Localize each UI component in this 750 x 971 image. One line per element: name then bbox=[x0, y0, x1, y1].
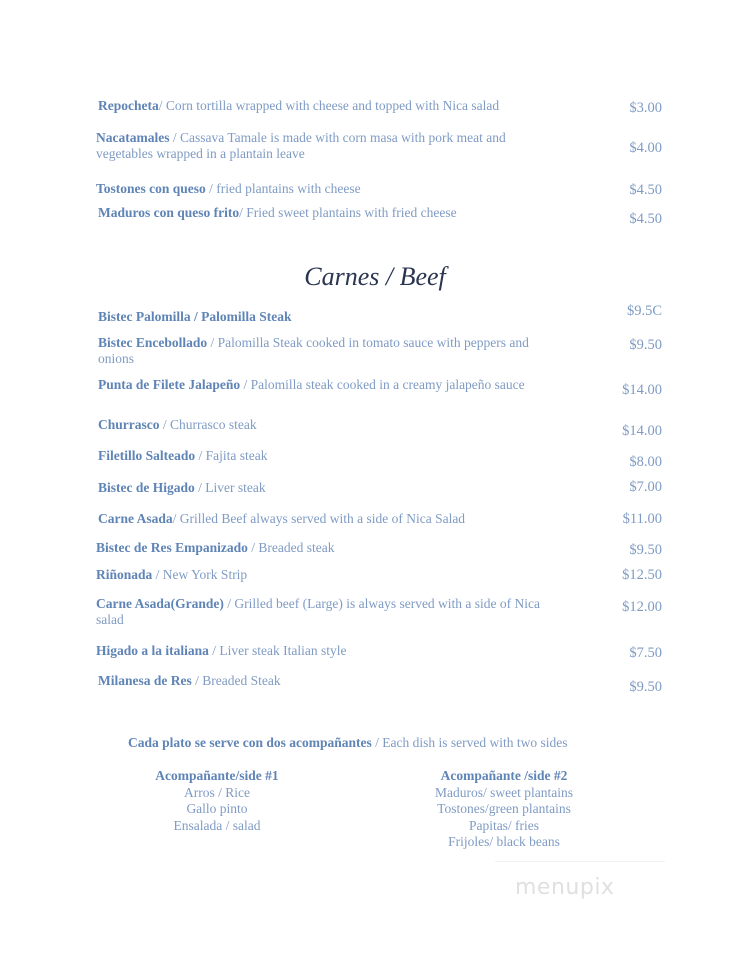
watermark-logo: menupix bbox=[515, 875, 615, 900]
item-price: $9.50 bbox=[629, 679, 662, 695]
list-item: Gallo pinto bbox=[186, 801, 248, 816]
item-name: Filetillo Salteado bbox=[98, 448, 196, 463]
item-price: $9.50 bbox=[629, 337, 662, 353]
list-item: Papitas/ fries bbox=[468, 817, 540, 833]
list-item: Ensalada / salad bbox=[173, 817, 261, 833]
item-name: Tostones con queso bbox=[96, 181, 206, 196]
item-name: Higado a la italiana bbox=[96, 643, 209, 658]
item-name: Bistec de Higado bbox=[98, 480, 195, 495]
item-description: Corn tortilla wrapped with cheese and topped with Nica salad bbox=[165, 98, 500, 113]
item-description: Grilled beef (Large) is always served with a side of Nica salad bbox=[96, 596, 541, 627]
item-price: $11.00 bbox=[622, 511, 662, 527]
item-description: Palomilla steak cooked in a creamy jalapeño sauce bbox=[250, 377, 525, 392]
item-name: Carne Asada bbox=[98, 511, 173, 526]
item-price: $12.00 bbox=[622, 599, 662, 615]
item-name: Bistec Encebollado bbox=[98, 335, 208, 350]
item-price: $9.50 bbox=[629, 542, 662, 558]
item-description: Breaded Steak bbox=[202, 673, 281, 688]
item-price: $3.00 bbox=[629, 100, 662, 116]
item-description: Palomilla Steak cooked in tomato sauce with peppers and onions bbox=[98, 335, 529, 366]
side-2-heading: Acompañante /side #2 bbox=[440, 768, 568, 783]
item-description: Breaded steak bbox=[258, 540, 335, 555]
item-name: Bistec de Res Empanizado bbox=[96, 540, 248, 555]
side-1-heading: Acompañante/side #1 bbox=[155, 768, 279, 783]
divider bbox=[495, 861, 665, 862]
item-description: Fajita steak bbox=[205, 448, 268, 463]
item-name: Carne Asada(Grande) bbox=[96, 596, 224, 611]
item-price: $14.00 bbox=[622, 423, 662, 439]
list-item: Arros / Rice bbox=[184, 784, 250, 800]
side-1-list bbox=[107, 768, 327, 834]
item-price: $7.00 bbox=[629, 479, 662, 495]
item-price: $4.50 bbox=[629, 211, 662, 227]
item-name: Milanesa de Res bbox=[98, 673, 192, 688]
list-item: Frijoles/ black beans bbox=[448, 834, 560, 849]
item-name: Punta de Filete Jalapeño bbox=[98, 377, 241, 392]
item-price: $14.00 bbox=[622, 382, 662, 398]
item-price: $4.50 bbox=[629, 182, 662, 198]
item-description: Liver steak Italian style bbox=[219, 643, 347, 658]
item-name: Bistec Palomilla / Palomilla Steak bbox=[98, 309, 292, 324]
item-description: Fried sweet plantains with fried cheese bbox=[246, 205, 457, 220]
item-name: Nacatamales bbox=[96, 130, 170, 145]
side-2-list bbox=[394, 768, 614, 851]
item-description: Liver steak bbox=[205, 480, 266, 495]
item-description: Churrasco steak bbox=[170, 417, 257, 432]
item-price: $9.5C bbox=[626, 303, 662, 319]
list-item: Tostones/green plantains bbox=[437, 801, 571, 816]
item-price: $7.50 bbox=[629, 645, 662, 661]
list-item: Maduros/ sweet plantains bbox=[435, 784, 573, 800]
section-title: Carnes / Beef bbox=[304, 262, 446, 291]
item-price: $4.00 bbox=[629, 140, 662, 156]
item-name: Churrasco bbox=[98, 417, 160, 432]
item-price: $12.50 bbox=[622, 567, 662, 583]
item-price: $8.00 bbox=[629, 454, 662, 470]
item-description: fried plantains with cheese bbox=[216, 181, 361, 196]
item-description: Cassava Tamale is made with corn masa with pork meat and vegetables wrapped in a plantain leave bbox=[96, 130, 506, 161]
item-description: New York Strip bbox=[162, 567, 248, 582]
sides-note: Cada plato se serve con dos acompañantes / Each dish is served with two sides bbox=[128, 735, 568, 750]
item-name: Maduros con queso frito bbox=[98, 205, 240, 220]
item-name: Repocheta bbox=[98, 98, 159, 113]
item-name: Riñonada bbox=[96, 567, 153, 582]
item-description: Grilled Beef always served with a side of Nica Salad bbox=[179, 511, 466, 526]
